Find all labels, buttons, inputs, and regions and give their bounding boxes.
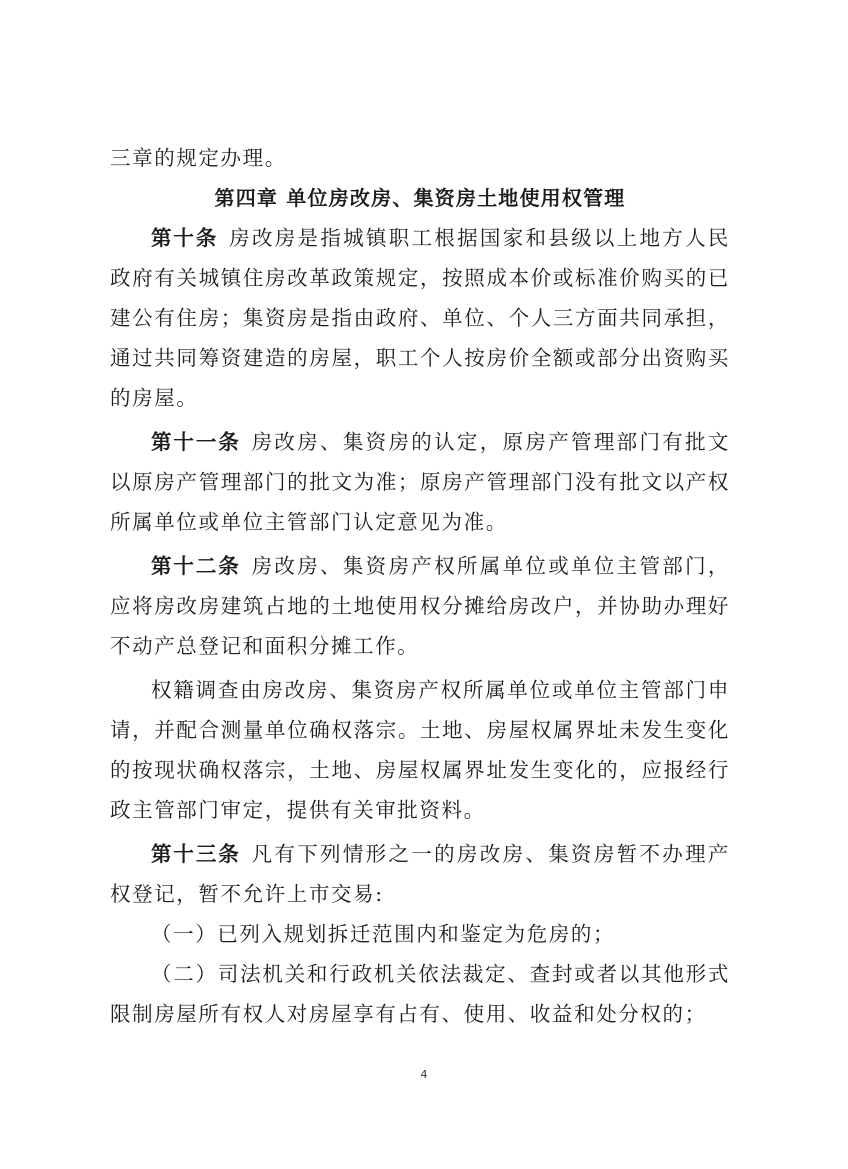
article-11-label: 第十一条 <box>151 430 241 454</box>
article-10-text: 房改房是指城镇职工根据国家和县级以上地方人民政府有关城镇住房改革政策规定，按照成本价或标准价购买的已建公有住房；集资房是指由政府、单位、个人三方面共同承担，通过共同筹资建造的房屋，职工个人按房价全额或部分出资购买的房屋。 <box>110 226 730 410</box>
article-10-label: 第十条 <box>151 226 219 250</box>
article-12-text: 房改房、集资房产权所属单位或单位主管部门，应将房改房建筑占地的土地使用权分摊给房改户，并协助办理好不动产总登记和面积分摊工作。 <box>110 554 730 658</box>
article-12-label: 第十二条 <box>151 554 241 578</box>
continued-text: 三章的规定办理。 <box>110 146 287 170</box>
article-13-label: 第十三条 <box>151 842 241 866</box>
article-11 <box>110 422 730 542</box>
article-13-item-1: （一）已列入规划拆迁范围内和鉴定为危房的； <box>151 922 616 946</box>
chapter-heading: 第四章 单位房改房、集资房土地使用权管理 <box>214 186 626 210</box>
article-12-paragraph-2: 权籍调查由房改房、集资房产权所属单位或单位主管部门申请，并配合测量单位确权落宗。土地、房屋权属界址未发生变化的按现状确权落宗，土地、房屋权属界址发生变化的，应报经行政主管部门审定，提供有关审批资料。 <box>110 678 730 822</box>
page-number: 4 <box>420 1068 428 1081</box>
article-11-text: 房改房、集资房的认定，原房产管理部门有批文以原房产管理部门的批文为准；原房产管理部门没有批文以产权所属单位或单位主管部门认定意见为准。 <box>110 430 730 534</box>
article-13-text: 凡有下列情形之一的房改房、集资房暂不办理产权登记，暂不允许上市交易: <box>110 842 730 906</box>
article-12 <box>110 546 730 666</box>
article-13 <box>110 834 730 914</box>
article-10 <box>110 218 730 418</box>
article-13-item-2: （二）司法机关和行政机关依法裁定、查封或者以其他形式限制房屋所有权人对房屋享有占有、使用、收益和处分权的； <box>110 962 730 1026</box>
document-body <box>110 138 730 1034</box>
